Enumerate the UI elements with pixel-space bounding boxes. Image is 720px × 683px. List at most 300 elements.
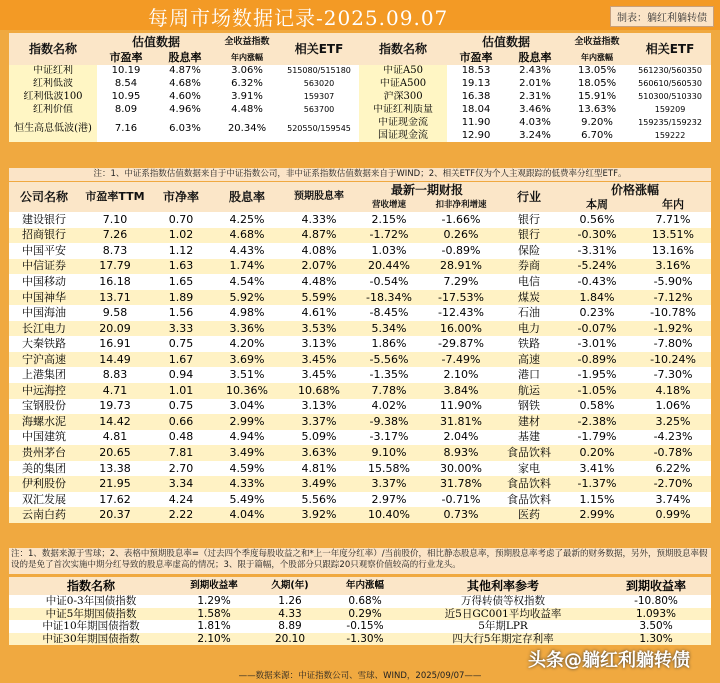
- np-growth: 28.91%: [423, 259, 499, 275]
- rev-growth: -1.72%: [355, 228, 423, 244]
- rev-growth: 5.34%: [355, 321, 423, 337]
- table-row: [9, 608, 711, 621]
- pb-cell: 2.22: [151, 507, 211, 523]
- pb-cell: 1.12: [151, 243, 211, 259]
- bond-name: 中证5年期国债指数: [9, 608, 173, 621]
- company-name: 贵州茅台: [9, 445, 79, 461]
- company-name: 宁沪高速: [9, 352, 79, 368]
- fdy-cell: 3.13%: [283, 399, 355, 415]
- rev-growth: 3.37%: [355, 476, 423, 492]
- np-growth: -0.89%: [423, 243, 499, 259]
- etf-cell: 563020: [279, 78, 359, 91]
- header-ytm: 到期收益率: [173, 577, 255, 595]
- pe-cell: 8.09: [97, 104, 155, 117]
- dy-cell: 3.46%: [505, 104, 565, 117]
- company-name: 中国神华: [9, 290, 79, 306]
- fdy-cell: 3.49%: [283, 476, 355, 492]
- week-change: -0.30%: [559, 228, 635, 244]
- fdy-cell: 4.61%: [283, 305, 355, 321]
- pb-cell: 3.34: [151, 476, 211, 492]
- industry-cell: 钢铁: [499, 399, 559, 415]
- pb-cell: 0.48: [151, 430, 211, 446]
- week-change: -1.37%: [559, 476, 635, 492]
- fdy-cell: 3.63%: [283, 445, 355, 461]
- rev-growth: 7.78%: [355, 383, 423, 399]
- header-duration: 久期(年): [255, 577, 325, 595]
- dy-cell: 2.31%: [505, 91, 565, 104]
- header-pe: 市盈率: [97, 50, 155, 65]
- week-change: -3.31%: [559, 243, 635, 259]
- header-fdy: 预期股息率: [283, 182, 355, 212]
- dy-cell: 4.20%: [211, 336, 283, 352]
- pe-cell: 16.38: [447, 91, 505, 104]
- np-growth: 7.29%: [423, 274, 499, 290]
- etf-cell: 515080/515180: [279, 65, 359, 78]
- fdy-cell: 4.08%: [283, 243, 355, 259]
- pe-cell: 20.37: [79, 507, 151, 523]
- rev-growth: 2.97%: [355, 492, 423, 508]
- dy-cell: 3.49%: [211, 445, 283, 461]
- bond-name: 中证30年期国债指数: [9, 633, 173, 646]
- company-name: 中国海油: [9, 305, 79, 321]
- dy-cell: 3.51%: [211, 367, 283, 383]
- header-industry: 行业: [499, 182, 559, 212]
- header-dy: 股息率: [155, 50, 215, 65]
- ytd-change: 0.99%: [635, 507, 711, 523]
- rev-growth: 10.40%: [355, 507, 423, 523]
- pe-cell: 14.49: [79, 352, 151, 368]
- pe-cell: 12.90: [447, 129, 505, 142]
- table-row: [9, 445, 711, 461]
- company-name: 云南白药: [9, 507, 79, 523]
- table-row: [9, 367, 711, 383]
- header-rate-ref: 其他利率参考: [405, 577, 601, 595]
- industry-cell: 基建: [499, 430, 559, 446]
- week-change: 0.56%: [559, 212, 635, 228]
- ytd-change: -10.24%: [635, 352, 711, 368]
- rev-growth: 20.44%: [355, 259, 423, 275]
- pe-cell: 10.19: [97, 65, 155, 78]
- dy-cell: 2.43%: [505, 65, 565, 78]
- np-growth: -12.43%: [423, 305, 499, 321]
- pe-cell: 7.26: [79, 228, 151, 244]
- dy-cell: 4.33%: [211, 476, 283, 492]
- dy-cell: 3.04%: [211, 399, 283, 415]
- week-change: 1.84%: [559, 290, 635, 306]
- dy-cell: 3.36%: [211, 321, 283, 337]
- header-rate: 到期收益率: [601, 577, 711, 595]
- fdy-cell: 4.48%: [283, 274, 355, 290]
- ytd-cell: 20.34%: [215, 117, 279, 143]
- header-company: 公司名称: [9, 182, 79, 212]
- industry-cell: 食品饮料: [499, 476, 559, 492]
- pb-cell: 0.75: [151, 336, 211, 352]
- ytd-cell: 6.70%: [565, 129, 629, 142]
- pe-cell: 14.42: [79, 414, 151, 430]
- pb-cell: 2.70: [151, 461, 211, 477]
- dy-cell: 2.01%: [505, 78, 565, 91]
- pb-cell: 1.56: [151, 305, 211, 321]
- rate-value: 1.30%: [601, 633, 711, 646]
- week-change: -5.24%: [559, 259, 635, 275]
- pb-cell: 3.33: [151, 321, 211, 337]
- fdy-cell: 4.87%: [283, 228, 355, 244]
- pe-cell: 11.90: [447, 117, 505, 130]
- rev-growth: 1.03%: [355, 243, 423, 259]
- np-growth: 16.00%: [423, 321, 499, 337]
- table-row: [9, 414, 711, 430]
- header-pb: 市净率: [151, 182, 211, 212]
- index-name: 沪深300: [359, 91, 447, 104]
- pb-cell: 0.75: [151, 399, 211, 415]
- etf-cell: 159235/159232: [629, 117, 711, 130]
- header-bond-name: 指数名称: [9, 577, 173, 595]
- bond-name: 中证10年期国债指数: [9, 620, 173, 633]
- pe-cell: 13.71: [79, 290, 151, 306]
- table-row: [9, 104, 711, 117]
- company-name: 中国平安: [9, 243, 79, 259]
- table-row: [9, 461, 711, 477]
- industry-cell: 保险: [499, 243, 559, 259]
- header-report: 最新一期财报: [355, 182, 499, 198]
- header-total-return-2: 全收益指数: [565, 33, 629, 50]
- pe-cell: 8.83: [79, 367, 151, 383]
- ytd-change: 13.51%: [635, 228, 711, 244]
- pe-cell: 20.65: [79, 445, 151, 461]
- table-row: [9, 243, 711, 259]
- ytd-change: -5.90%: [635, 274, 711, 290]
- company-name: 美的集团: [9, 461, 79, 477]
- company-name: 中国移动: [9, 274, 79, 290]
- table-row: [9, 383, 711, 399]
- header-ytd-change: 年内: [635, 198, 711, 212]
- industry-cell: 石油: [499, 305, 559, 321]
- np-growth: 30.00%: [423, 461, 499, 477]
- fdy-cell: 3.53%: [283, 321, 355, 337]
- header-valuation-2: 估值数据: [447, 33, 565, 50]
- np-growth: 0.73%: [423, 507, 499, 523]
- rate-value: 3.50%: [601, 620, 711, 633]
- index-name: 中证现金流: [359, 117, 447, 130]
- pb-cell: 1.67: [151, 352, 211, 368]
- industry-cell: 家电: [499, 461, 559, 477]
- table-row: [9, 633, 711, 646]
- ytd-change: 13.16%: [635, 243, 711, 259]
- etf-cell: 159209: [629, 104, 711, 117]
- industry-cell: 建材: [499, 414, 559, 430]
- pe-cell: 19.13: [447, 78, 505, 91]
- fdy-cell: 2.07%: [283, 259, 355, 275]
- industry-cell: 煤炭: [499, 290, 559, 306]
- week-change: -3.01%: [559, 336, 635, 352]
- week-change: 2.99%: [559, 507, 635, 523]
- bond-ytd-cell: 0.29%: [325, 608, 405, 621]
- np-growth: 2.10%: [423, 367, 499, 383]
- pe-cell: 21.95: [79, 476, 151, 492]
- dy-cell: 4.59%: [211, 461, 283, 477]
- week-change: -0.07%: [559, 321, 635, 337]
- rev-growth: 4.02%: [355, 399, 423, 415]
- company-name: 中远海控: [9, 383, 79, 399]
- pb-cell: 1.01: [151, 383, 211, 399]
- footer-source: ——数据来源：中证指数公司、雪球、WIND，2025/09/07——: [9, 669, 711, 683]
- pe-cell: 17.62: [79, 492, 151, 508]
- fdy-cell: 4.33%: [283, 212, 355, 228]
- np-growth: 3.84%: [423, 383, 499, 399]
- ytd-change: -7.12%: [635, 290, 711, 306]
- dy-cell: 5.92%: [211, 290, 283, 306]
- ytd-change: 3.16%: [635, 259, 711, 275]
- bond-name: 中证0-3年国债指数: [9, 595, 173, 608]
- table-row: [9, 476, 711, 492]
- ytd-change: -1.92%: [635, 321, 711, 337]
- rev-growth: -18.34%: [355, 290, 423, 306]
- dy-cell: 4.94%: [211, 430, 283, 446]
- etf-cell: 520550/159545: [279, 117, 359, 143]
- etf-cell: 159307: [279, 91, 359, 104]
- pb-cell: 1.89: [151, 290, 211, 306]
- header-ytd-2: 年内涨幅: [565, 50, 629, 65]
- company-name: 双汇发展: [9, 492, 79, 508]
- dy-cell: 4.68%: [155, 78, 215, 91]
- industry-cell: 航运: [499, 383, 559, 399]
- pe-cell: 4.71: [79, 383, 151, 399]
- etf-cell: 563700: [279, 104, 359, 117]
- ytd-cell: 3.91%: [215, 91, 279, 104]
- page-title: 每周市场数据记录-2025.09.07: [148, 6, 449, 30]
- header-dy: 股息率: [211, 182, 283, 212]
- etf-cell: 560610/560530: [629, 78, 711, 91]
- dy-cell: 10.36%: [211, 383, 283, 399]
- ytd-cell: 3.06%: [215, 65, 279, 78]
- dy-cell: 4.25%: [211, 212, 283, 228]
- fdy-cell: 5.09%: [283, 430, 355, 446]
- np-growth: 2.04%: [423, 430, 499, 446]
- company-name: 宝钢股份: [9, 399, 79, 415]
- pb-cell: 0.70: [151, 212, 211, 228]
- rev-growth: -8.45%: [355, 305, 423, 321]
- watermark: 头条@躺红利躺转债: [528, 650, 690, 671]
- dy-cell: 4.54%: [211, 274, 283, 290]
- fdy-cell: 3.45%: [283, 352, 355, 368]
- etf-cell: 561230/560350: [629, 65, 711, 78]
- table-row: [9, 507, 711, 523]
- rate-value: -10.80%: [601, 595, 711, 608]
- header-pe-ttm: 市盈率TTM: [79, 182, 151, 212]
- company-name: 大秦铁路: [9, 336, 79, 352]
- ytd-change: -0.78%: [635, 445, 711, 461]
- table-row: [9, 305, 711, 321]
- fdy-cell: 3.92%: [283, 507, 355, 523]
- fdy-cell: 3.37%: [283, 414, 355, 430]
- ytm-cell: 1.29%: [173, 595, 255, 608]
- index-name: 中证A500: [359, 78, 447, 91]
- index-name: 中证红利: [9, 65, 97, 78]
- title-bar: [0, 0, 720, 30]
- dy-cell: 2.99%: [211, 414, 283, 430]
- pb-cell: 1.63: [151, 259, 211, 275]
- company-name: 招商银行: [9, 228, 79, 244]
- industry-cell: 银行: [499, 228, 559, 244]
- duration-cell: 20.10: [255, 633, 325, 646]
- fdy-cell: 4.81%: [283, 461, 355, 477]
- rate-value: 1.093%: [601, 608, 711, 621]
- duration-cell: 8.89: [255, 620, 325, 633]
- ytd-change: 1.06%: [635, 399, 711, 415]
- pb-cell: 1.02: [151, 228, 211, 244]
- bond-ytd-cell: 0.68%: [325, 595, 405, 608]
- np-growth: 31.81%: [423, 414, 499, 430]
- industry-cell: 高速: [499, 352, 559, 368]
- ytd-cell: 15.91%: [565, 91, 629, 104]
- fdy-cell: 10.68%: [283, 383, 355, 399]
- industry-cell: 券商: [499, 259, 559, 275]
- company-name: 长江电力: [9, 321, 79, 337]
- pe-cell: 17.79: [79, 259, 151, 275]
- company-name: 海螺水泥: [9, 414, 79, 430]
- header-total-return: 全收益指数: [215, 33, 279, 50]
- table-row: [9, 399, 711, 415]
- ytm-cell: 1.58%: [173, 608, 255, 621]
- company-name: 建设银行: [9, 212, 79, 228]
- bond-ytd-cell: -1.30%: [325, 633, 405, 646]
- header-bond-ytd: 年内涨幅: [325, 577, 405, 595]
- rate-ref-name: 近5日GC001平均收益率: [405, 608, 601, 621]
- np-growth: -7.49%: [423, 352, 499, 368]
- rev-growth: -9.38%: [355, 414, 423, 430]
- np-growth: 31.78%: [423, 476, 499, 492]
- pe-cell: 4.81: [79, 430, 151, 446]
- week-change: -1.95%: [559, 367, 635, 383]
- week-change: 1.15%: [559, 492, 635, 508]
- index-name: 恒生高息低波(港): [9, 117, 97, 143]
- index-name: 红利价值: [9, 104, 97, 117]
- header-week: 本周: [559, 198, 635, 212]
- table-row: [9, 430, 711, 446]
- week-change: -0.89%: [559, 352, 635, 368]
- pe-cell: 7.16: [97, 117, 155, 143]
- ytm-cell: 1.81%: [173, 620, 255, 633]
- table-row: [9, 290, 711, 306]
- dy-cell: 3.24%: [505, 129, 565, 142]
- np-growth: -29.87%: [423, 336, 499, 352]
- rev-growth: -0.54%: [355, 274, 423, 290]
- index-name: 中证A50: [359, 65, 447, 78]
- dy-cell: 4.98%: [211, 305, 283, 321]
- rate-ref-name: 四大行5年期定存利率: [405, 633, 601, 646]
- header-etf: 相关ETF: [279, 33, 359, 65]
- rev-growth: -1.35%: [355, 367, 423, 383]
- company-name: 上港集团: [9, 367, 79, 383]
- ytd-change: -10.78%: [635, 305, 711, 321]
- pe-cell: 18.53: [447, 65, 505, 78]
- industry-cell: 银行: [499, 212, 559, 228]
- duration-cell: 4.33: [255, 608, 325, 621]
- pe-cell: 16.91: [79, 336, 151, 352]
- pe-cell: 8.73: [79, 243, 151, 259]
- index-note: 注：1、中证系指数估值数据来自于中证指数公司，非中证系指数估值数据来自于WIND；2、相关ETF仅为个人主观跟踪的低费率分红型ETF。: [9, 168, 711, 181]
- dy-cell: 4.96%: [155, 104, 215, 117]
- pb-cell: 1.65: [151, 274, 211, 290]
- industry-cell: 电力: [499, 321, 559, 337]
- ytd-change: -2.70%: [635, 476, 711, 492]
- pe-cell: 9.58: [79, 305, 151, 321]
- bond-table: [9, 577, 711, 645]
- index-name: 红利低波: [9, 78, 97, 91]
- np-growth: 0.26%: [423, 228, 499, 244]
- header-change: 价格涨幅: [559, 182, 711, 198]
- header-ytd: 年内涨幅: [215, 50, 279, 65]
- etf-cell: 159222: [629, 129, 711, 142]
- np-growth: -1.66%: [423, 212, 499, 228]
- np-growth: -17.53%: [423, 290, 499, 306]
- ytd-change: 6.22%: [635, 461, 711, 477]
- pb-cell: 0.66: [151, 414, 211, 430]
- pe-cell: 19.73: [79, 399, 151, 415]
- table-row: [9, 321, 711, 337]
- header-dy-2: 股息率: [505, 50, 565, 65]
- industry-cell: 铁路: [499, 336, 559, 352]
- ytd-change: -7.80%: [635, 336, 711, 352]
- etf-cell: 510300/510330: [629, 91, 711, 104]
- industry-cell: 食品饮料: [499, 445, 559, 461]
- header-rev: 营收增速: [355, 198, 423, 212]
- rate-ref-name: 万得转债等权指数: [405, 595, 601, 608]
- week-change: -1.79%: [559, 430, 635, 446]
- np-growth: 8.93%: [423, 445, 499, 461]
- pe-cell: 20.09: [79, 321, 151, 337]
- fdy-cell: 5.56%: [283, 492, 355, 508]
- header-index-name-2: 指数名称: [359, 33, 447, 65]
- table-row: [9, 78, 711, 91]
- table-row: [9, 259, 711, 275]
- np-growth: -0.71%: [423, 492, 499, 508]
- dy-cell: 4.87%: [155, 65, 215, 78]
- ytd-cell: 9.20%: [565, 117, 629, 130]
- table-row: [9, 620, 711, 633]
- week-change: 0.58%: [559, 399, 635, 415]
- header-valuation: 估值数据: [97, 33, 215, 50]
- dy-cell: 3.69%: [211, 352, 283, 368]
- table-row: [9, 336, 711, 352]
- table-row: [9, 228, 711, 244]
- maker-label: 制表：躺红利躺转债: [610, 6, 714, 27]
- rev-growth: 15.58%: [355, 461, 423, 477]
- ytm-cell: 2.10%: [173, 633, 255, 646]
- dy-cell: 1.74%: [211, 259, 283, 275]
- ytd-cell: 6.32%: [215, 78, 279, 91]
- rev-growth: 2.15%: [355, 212, 423, 228]
- week-change: 0.23%: [559, 305, 635, 321]
- table-row: [9, 91, 711, 104]
- ytd-cell: 18.05%: [565, 78, 629, 91]
- week-change: -1.05%: [559, 383, 635, 399]
- rev-growth: -5.56%: [355, 352, 423, 368]
- company-name: 伊利股份: [9, 476, 79, 492]
- rev-growth: -3.17%: [355, 430, 423, 446]
- header-index-name: 指数名称: [9, 33, 97, 65]
- industry-cell: 港口: [499, 367, 559, 383]
- ytd-change: 4.18%: [635, 383, 711, 399]
- header-np: 扣非净利增速: [423, 198, 499, 212]
- ytd-change: 3.25%: [635, 414, 711, 430]
- industry-cell: 食品饮料: [499, 492, 559, 508]
- pe-cell: 7.10: [79, 212, 151, 228]
- header-pe-2: 市盈率: [447, 50, 505, 65]
- dy-cell: 6.03%: [155, 117, 215, 143]
- fdy-cell: 5.59%: [283, 290, 355, 306]
- pb-cell: 4.24: [151, 492, 211, 508]
